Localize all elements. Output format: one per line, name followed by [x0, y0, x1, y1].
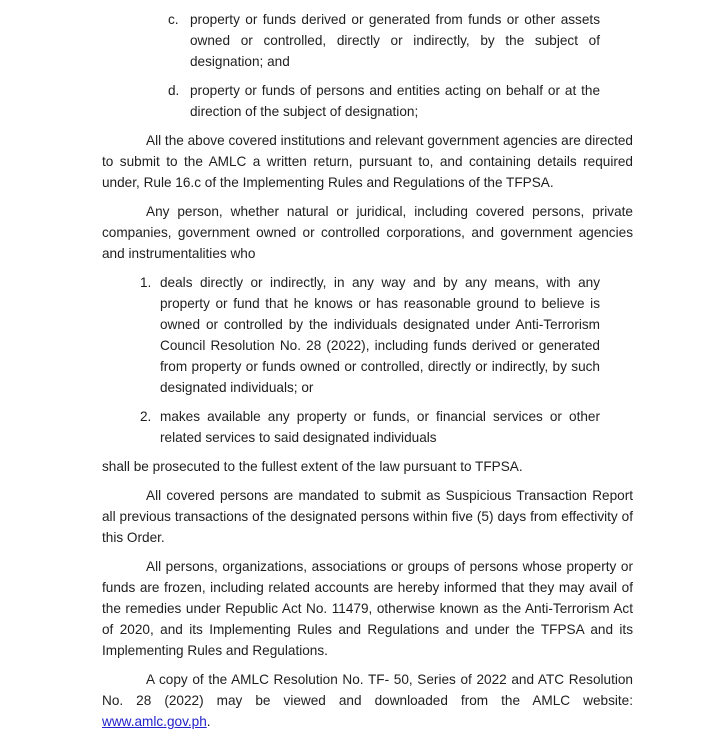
list-marker-c: c. [168, 12, 179, 27]
paragraph-written-return: All the above covered institutions and relevant government agencies are directed to submit to the AMLC a written return, pursuant to, and containing details required under, Rule 16.c of the Implementing Rules and Regulations of the TFPSA. [102, 133, 633, 190]
paragraph-copy-resolution [102, 669, 633, 732]
list-marker-1: 1. [140, 275, 152, 290]
paragraph-copy-text-after: . [206, 714, 211, 729]
paragraph-suspicious-transaction-report: All covered persons are mandated to submit as Suspicious Transaction Report all previous transactions of the designated persons within five (5) days from effectivity of this Order. [102, 488, 633, 545]
list-item-1-text: deals directly or indirectly, in any way and by any means, with any property or fund that he knows or has reasonable ground to believe is owned or controlled by the individuals designated under Anti-Terrorism Council Resolution No. 28 (2022), including funds derived or generated from property or funds owned or controlled, directly or indirectly, by such designated individuals; or [160, 275, 600, 395]
list-item-c-text: property or funds derived or generated from funds or other assets owned or controlled, directly or indirectly, by the subject of designation; and [190, 12, 600, 69]
list-item-c [168, 9, 600, 72]
paragraph-any-person: Any person, whether natural or juridical, including covered persons, private companies, government owned or controlled corporations, and government agencies and instrumentalities who [102, 204, 633, 261]
list-item-d-text: property or funds of persons and entities acting on behalf or at the direction of the subject of designation; [190, 83, 600, 119]
list-item-2 [140, 406, 600, 448]
list-item-d [168, 80, 600, 122]
list-item-1 [140, 272, 600, 398]
paragraph-remedies: All persons, organizations, associations or groups of persons whose property or funds are frozen, including related accounts are hereby informed that they may avail of the remedies under Republic Act No. 11479, otherwise known as the Anti-Terrorism Act of 2020, and its Implementing Rules and Regulations and under the TFPSA and its Implementing Rules and Regulations. [102, 559, 633, 658]
paragraph-prosecuted: shall be prosecuted to the fullest extent of the law pursuant to TFPSA. [102, 459, 523, 474]
amlc-website-link[interactable]: www.amlc.gov.ph [102, 714, 207, 729]
paragraph-copy-text-before: A copy of the AMLC Resolution No. TF- 50, Series of 2022 and ATC Resolution No. 28 (2022) may be viewed and downloaded from the AMLC website: [102, 672, 633, 708]
list-marker-2: 2. [140, 409, 152, 424]
list-marker-d: d. [168, 83, 180, 98]
list-item-2-text: makes available any property or funds, or financial services or other related services to said designated individuals [160, 409, 600, 445]
